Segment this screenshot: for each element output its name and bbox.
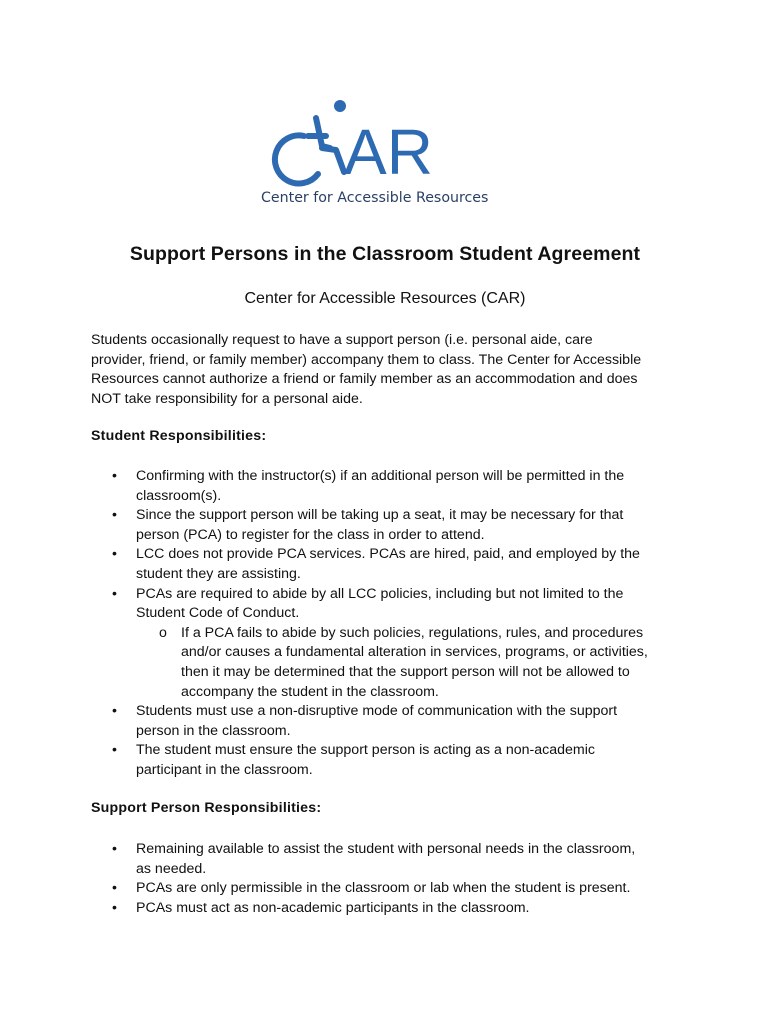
- bullet-icon: •: [112, 546, 117, 563]
- intro-paragraph: [91, 331, 691, 409]
- sub-bullet-icon: o: [159, 624, 167, 641]
- list-item: [91, 702, 691, 741]
- student-responsibilities-heading: Student Responsibilities:: [91, 428, 267, 444]
- item-line: as needed.: [136, 860, 207, 877]
- bullet-icon: •: [112, 703, 117, 720]
- item-line: Students must use a non-disruptive mode of communication with the support: [136, 703, 618, 720]
- list-item: [91, 840, 691, 879]
- item-line: Since the support person will be taking up a seat, it may be necessary for that: [136, 507, 624, 524]
- document-title: Support Persons in the Classroom Student Agreement: [129, 243, 641, 265]
- bullet-icon: •: [112, 468, 117, 484]
- item-line: student they are assisting.: [136, 565, 301, 582]
- sub-item-line: and/or causes a fundamental alteration in services, programs, or activities,: [181, 644, 648, 661]
- list-item: [91, 467, 691, 506]
- item-line: Confirming with the instructor(s) if an additional person will be permitted in the: [136, 468, 625, 484]
- support-person-responsibilities-heading: Support Person Responsibilities:: [91, 800, 322, 816]
- sub-list-item: [136, 624, 691, 702]
- sub-list: [136, 624, 691, 702]
- item-line: PCAs are required to abide by all LCC policies, including but not limited to the: [136, 585, 624, 602]
- list-item: [91, 506, 691, 545]
- item-line: PCAs must act as non-academic participants in the classroom.: [136, 899, 530, 916]
- bullet-icon: •: [112, 899, 117, 916]
- item-line: Remaining available to assist the student with personal needs in the classroom,: [136, 841, 636, 857]
- bullet-icon: •: [112, 841, 117, 857]
- intro-line: Students occasionally request to have a support person (i.e. personal aide, care: [91, 332, 593, 348]
- student-responsibilities-list: [91, 467, 691, 781]
- item-line: classroom(s).: [136, 487, 222, 504]
- document-subtitle: Center for Accessible Resources (CAR): [244, 290, 526, 307]
- intro-line: provider, friend, or family member) accompany them to class. The Center for Accessible: [91, 351, 642, 368]
- item-line: Student Code of Conduct.: [136, 605, 300, 622]
- logo-tagline: Center for Accessible Resources: [261, 190, 489, 206]
- bullet-icon: •: [112, 742, 117, 759]
- list-item: [91, 545, 691, 584]
- list-item: [91, 879, 691, 899]
- intro-line: Resources cannot authorize a friend or family member as an accommodation and does: [91, 371, 638, 388]
- wheelchair-head: [334, 100, 346, 112]
- item-line: person in the classroom.: [136, 722, 291, 739]
- item-line: participant in the classroom.: [136, 761, 313, 778]
- list-item: [91, 741, 691, 780]
- list-item: [91, 899, 691, 919]
- car-logo: [260, 96, 510, 211]
- list-item: [91, 585, 691, 703]
- sub-item-line: accompany the student in the classroom.: [181, 683, 439, 700]
- item-line: The student must ensure the support person is acting as a non-academic: [136, 742, 595, 759]
- logo-wordmark: AR: [344, 116, 433, 188]
- support-person-responsibilities-list: [91, 840, 691, 918]
- car-logo-graphic: [260, 96, 510, 211]
- bullet-icon: •: [112, 507, 117, 524]
- item-line: person (PCA) to register for the class in order to attend.: [136, 526, 485, 543]
- bullet-icon: •: [112, 880, 117, 897]
- sub-item-line: If a PCA fails to abide by such policies, regulations, rules, and procedures: [181, 624, 644, 641]
- sub-item-line: then it may be determined that the support person will not be allowed to: [181, 663, 630, 680]
- item-line: PCAs are only permissible in the classroom or lab when the student is present.: [136, 880, 631, 897]
- item-line: LCC does not provide PCA services. PCAs are hired, paid, and employed by the: [136, 546, 640, 563]
- bullet-icon: •: [112, 585, 117, 602]
- intro-line: NOT take responsibility for a personal aide.: [91, 390, 363, 407]
